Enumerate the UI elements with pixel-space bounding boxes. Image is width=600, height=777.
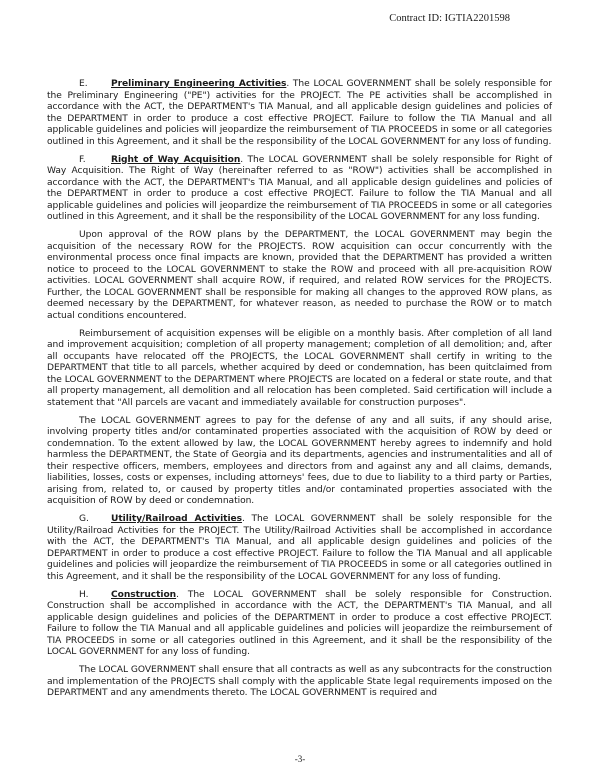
page-number: -3-: [294, 754, 306, 764]
contract-id: Contract ID: IGTIA2201598: [389, 13, 510, 24]
paragraph-reimbursement: Reimbursement of acquisition expenses will be eligible on a monthly basis. After completion of all land and improvement acquisition; completion of all property management; completion of all demolition; and, after all occupants have relocated off the PROJECTS, the LOCAL GOVERNMENT shall certify in writing to the DEPARTMENT that title to all parcels, whether acquired by deed or condemnation, has been quitclaimed from the LOCAL GOVERNMENT to the DEPARTMENT where PROJECTS are located on a federal or state route, and that all property management, all demolition and all relocation has been completed. Said certification will include a statement that "All parcels are vacant and immediately available for construction purposes".: [47, 328, 552, 408]
section-letter: G.: [79, 514, 89, 524]
section-text: . The LOCAL GOVERNMENT shall be solely responsible for the Utility/Railroad Activities for the PROJECT. The Utility/Railroad Activities shall be accomplished in accordance with the ACT, the DEPARTMENT's TIA Manual, and all applicable design guidelines and policies of the DEPARTMENT in order to produce a cost effective PROJECT. Failure to follow the TIA Manual and all applicable guidelines and policies will jeopardize the reimbursement of TIA PROCEEDS in some or all categories outlined in this Agreement, and it shall be the responsibility of the LOCAL GOVERNMENT for any loss of funding.: [47, 514, 552, 582]
paragraph-contracts: The LOCAL GOVERNMENT shall ensure that all contracts as well as any subcontracts for the construction and implementation of the PROJECTS shall comply with the applicable State legal requirements imposed on the DEPARTMENT and any amendments thereto. The LOCAL GOVERNMENT is required and: [47, 665, 552, 698]
document-body: [47, 79, 552, 706]
section-e: [47, 79, 552, 148]
section-letter: F.: [79, 154, 86, 165]
section-letter: E.: [79, 79, 88, 89]
section-text: . The LOCAL GOVERNMENT shall be solely responsible for the Preliminary Engineering ("PE") activities for the PROJECT. The PE activities shall be accomplished in accordance with the ACT, the DEPARTMENT's TIA Manual, and all applicable design guidelines and policies of the DEPARTMENT in order to produce a cost effective PROJECT. Failure to follow the TIA Manual and all applicable guidelines and policies will jeopardize the reimbursement of TIA PROCEEDS in some or all categories outlined in this Agreement, and it shall be the responsibility of the LOCAL GOVERNMENT for any loss of funding.: [47, 79, 552, 147]
section-f: [47, 155, 552, 224]
paragraph-defense: The LOCAL GOVERNMENT agrees to pay for the defense of any and all suits, if any should arise, involving property titles and/or contaminated properties associated with the acquisition of ROW by deed or condemnation. To the extent allowed by law, the LOCAL GOVERNMENT hereby agrees to indemnify and hold harmless the DEPARTMENT, the State of Georgia and its departments, agencies and instrumentalities and all of their respective officers, members, employees and directors from and against any and all claims, demands, liabilities, losses, costs or expenses, including attorneys' fees, due to due to liability to a third party or Parties, arising from, related to, or caused by property titles and/or contaminated properties associated with the acquisition of ROW by deed or condemnation.: [47, 415, 552, 506]
section-heading: Construction: [111, 589, 177, 600]
section-text: . The LOCAL GOVERNMENT shall be solely responsible for Right of Way Acquisition. The Right of Way (hereinafter referred to as "ROW") activities shall be accomplished in accordance with the ACT, the DEPARTMENT's TIA Manual, and all applicable design guidelines and policies of the DEPARTMENT in order to produce a cost effective PROJECT. Failure to follow the TIA Manual and all applicable guidelines and policies will jeopardize the reimbursement of TIA PROCEEDS in some or all categories outlined in this Agreement, and it shall be the responsibility of the LOCAL GOVERNMENT for any loss funding.: [47, 154, 552, 222]
section-heading: Utility/Railroad Activities: [111, 514, 243, 524]
section-heading: Preliminary Engineering Activities: [111, 79, 287, 89]
section-g: [47, 514, 552, 583]
section-text: . The LOCAL GOVERNMENT shall be solely responsible for Construction. Construction shall be accomplished in accordance with the ACT, the DEPARTMENT's TIA Manual, and all applicable design guidelines and policies of the DEPARTMENT in order to produce a cost effective PROJECT. Failure to follow the TIA Manual and all applicable guidelines and policies will jeopardize the reimbursement of TIA PROCEEDS in some or all categories outlined in this Agreement, and it shall be the responsibility of the LOCAL GOVERNMENT for any loss of funding.: [47, 589, 552, 657]
section-h: [47, 590, 552, 659]
paragraph-row-approval: Upon approval of the ROW plans by the DEPARTMENT, the LOCAL GOVERNMENT may begin the acquisition of the necessary ROW for the PROJECTS. ROW acquisition can occur concurrently with the environmental process once final impacts are known, provided that the DEPARTMENT has provided a written notice to proceed to the LOCAL GOVERNMENT to stake the ROW and proceed with all pre-acquisition ROW activities. LOCAL GOVERNMENT shall acquire ROW, if required, and related ROW services for the PROJECTS. Further, the LOCAL GOVERNMENT shall be responsible for making all changes to the approved ROW plans, as deemed necessary by the DEPARTMENT, for whatever reason, as needed to purchase the ROW or to match actual conditions encountered.: [47, 230, 552, 321]
section-heading: Right of Way Acquisition: [111, 154, 241, 165]
section-letter: H.: [79, 589, 89, 600]
